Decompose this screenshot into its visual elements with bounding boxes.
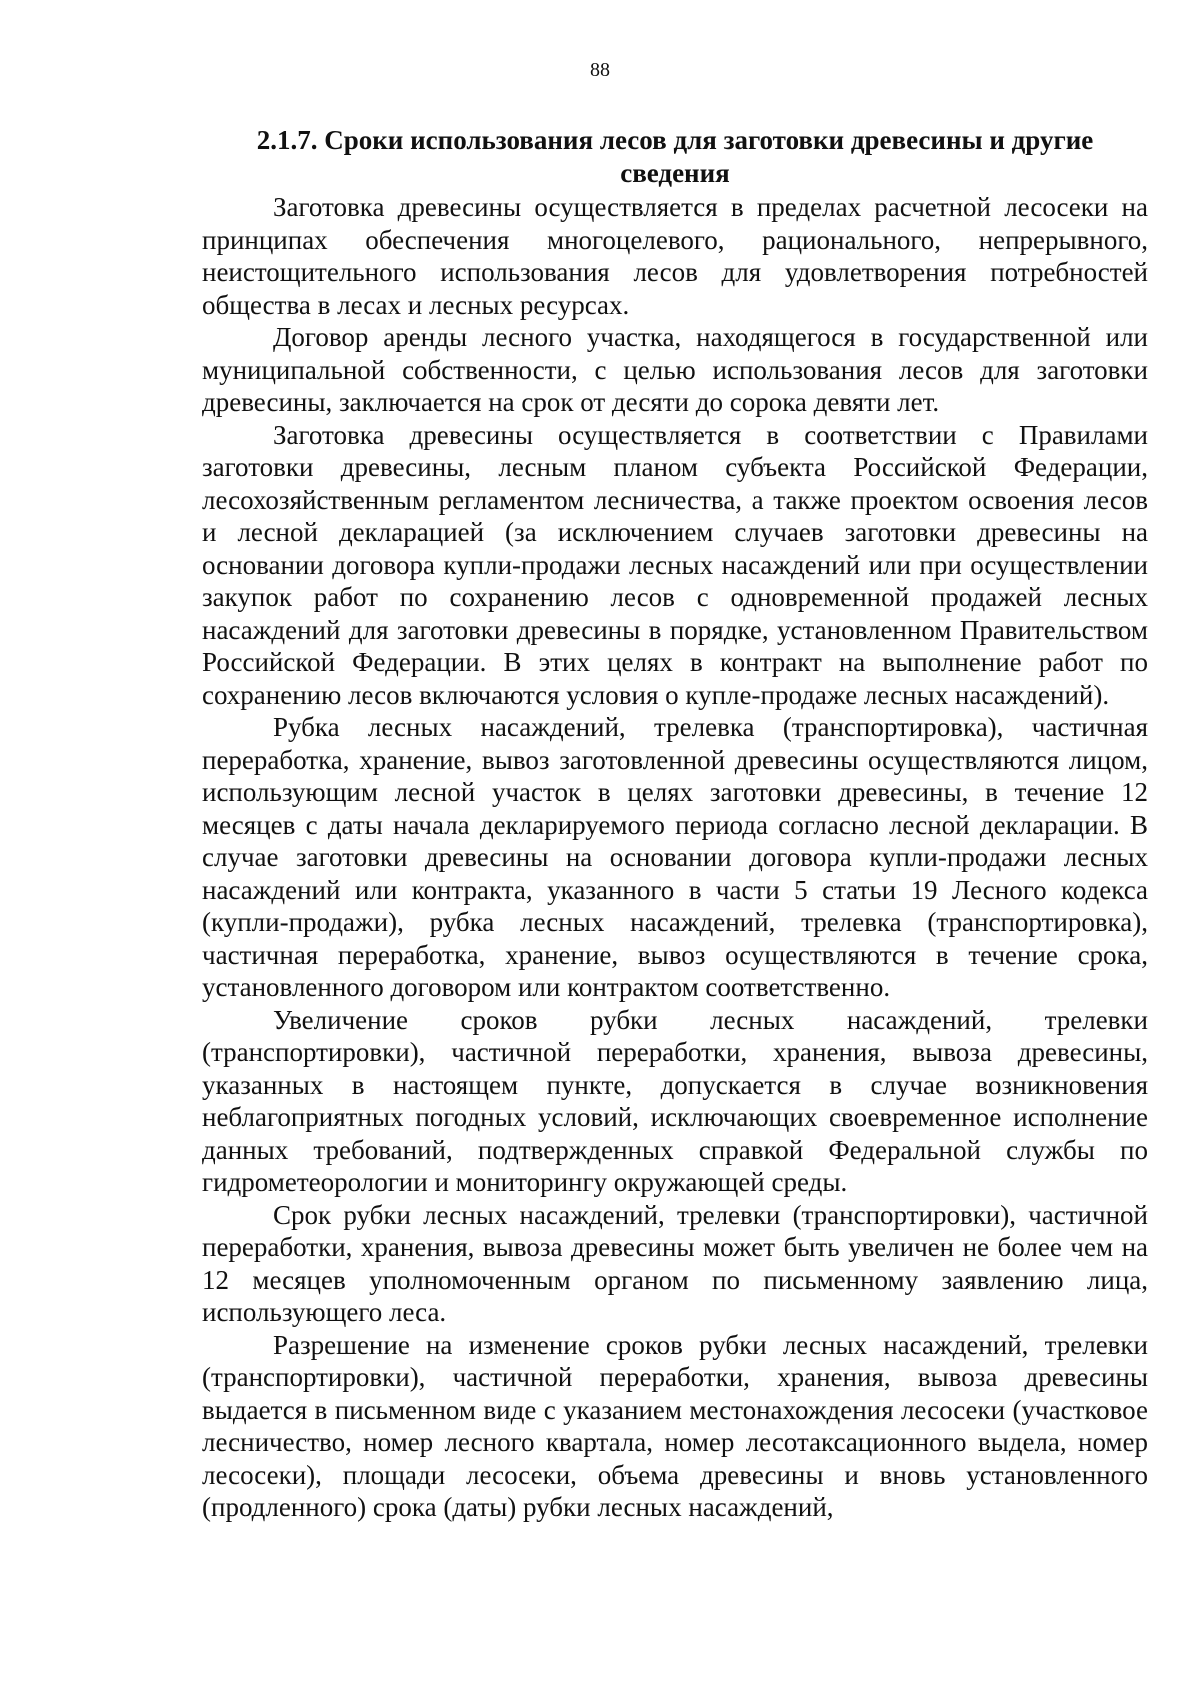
section-heading: 2.1.7. Сроки использования лесов для заготовки древесины и другие сведения <box>256 125 1094 188</box>
paragraph: Заготовка древесины осуществляется в пределах расчетной лесосеки на принципах обеспечения многоцелевого, рационального, непрерывного, неистощительного использования лесов для удовлетворения потребностей общества в лесах и лесных ресурсах. <box>202 192 1148 320</box>
paragraph: Разрешение на изменение сроков рубки лесных насаждений, трелевки (транспортировки), частичной переработки, хранения, вывоза древесины выдается в письменном виде с указанием местонахождения лесосеки (участковое лесничество, номер лесного квартала, номер лесотаксационного выдела, номер лесосеки), площади лесосеки, объема древесины и вновь установленного (продленного) срока (даты) рубки лесных насаждений, <box>202 1329 1148 1522</box>
page-content <box>202 124 1148 1524</box>
paragraph: Рубка лесных насаждений, трелевка (транспортировка), частичная переработка, хранение, вывоз заготовленной древесины осуществляются лицом, использующим лесной участок в целях заготовки древесины, в течение 12 месяцев с даты начала декларируемого периода согласно лесной декларации. В случае заготовки древесины на основании договора купли-продажи лесных насаждений или контракта, указанного в части 5 статьи 19 Лесного кодекса (купли-продажи), рубка лесных насаждений, трелевка (транспортировка), частичная переработка, хранение, вывоз осуществляются в течение срока, установленного договором или контрактом соответственно. <box>202 712 1148 1002</box>
paragraph: Увеличение сроков рубки лесных насаждений, трелевки (транспортировки), частичной переработки, хранения, вывоза древесины, указанных в настоящем пункте, допускается в случае возникновения неблагоприятных погодных условий, исключающих своевременное исполнение данных требований, подтвержденных справкой Федеральной службы по гидрометеорологии и мониторингу окружающей среды. <box>202 1004 1148 1197</box>
page-number: 88 <box>590 59 610 81</box>
paragraph: Срок рубки лесных насаждений, трелевки (транспортировки), частичной переработки, хранения, вывоза древесины может быть увеличен не более чем на 12 месяцев уполномоченным органом по письменному заявлению лица, использующего леса. <box>202 1199 1148 1327</box>
paragraph: Заготовка древесины осуществляется в соответствии с Правилами заготовки древесины, лесным планом субъекта Российской Федерации, лесохозяйственным регламентом лесничества, а также проектом освоения лесов и лесной декларацией (за исключением случаев заготовки древесины на основании договора купли-продажи лесных насаждений или при осуществлении закупок работ по сохранению лесов с одновременной продажей лесных насаждений для заготовки древесины в порядке, установленном Правительством Российской Федерации. В этих целях в контракт на выполнение работ по сохранению лесов включаются условия о купле-продаже лесных насаждений). <box>202 419 1148 710</box>
paragraph: Договор аренды лесного участка, находящегося в государственной или муниципальной собственности, с целью использования лесов для заготовки древесины, заключается на срок от десяти до сорока девяти лет. <box>202 322 1148 417</box>
body-text <box>202 191 1148 1524</box>
